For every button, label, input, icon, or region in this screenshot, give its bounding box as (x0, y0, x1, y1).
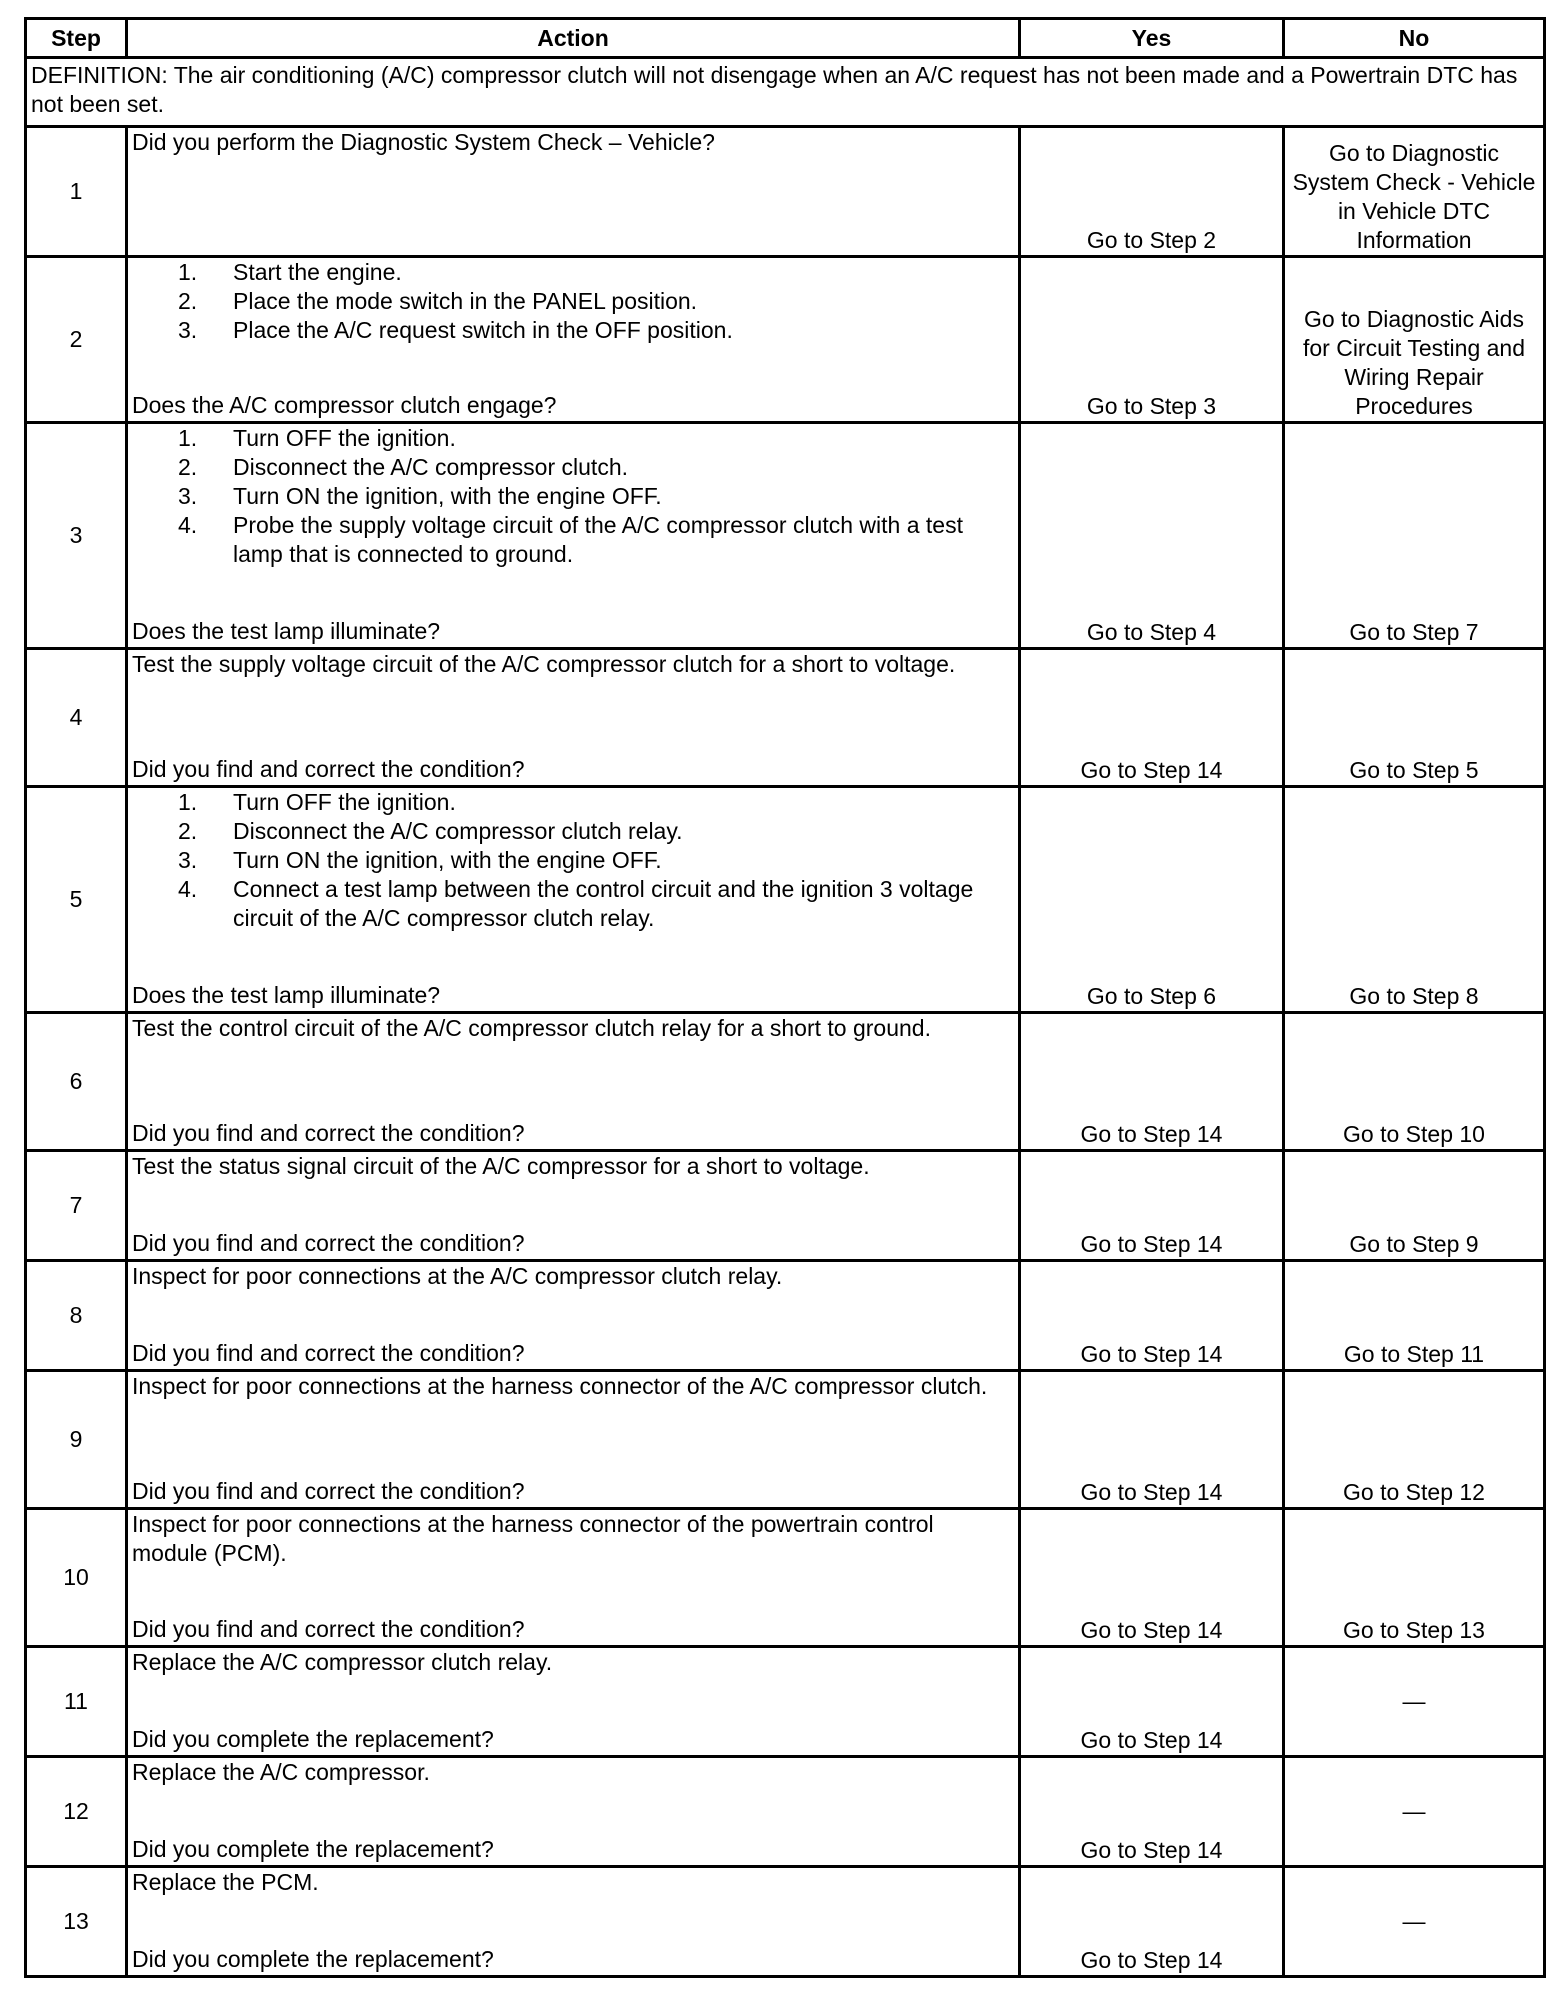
action-cell (127, 1151, 1020, 1261)
header-row (26, 19, 1545, 58)
action-top (132, 258, 1014, 345)
step-number: 12 (26, 1757, 127, 1867)
yes-result: Go to Step 3 (1020, 257, 1284, 423)
table-row (26, 1371, 1545, 1509)
yes-result: Go to Step 14 (1020, 1509, 1284, 1647)
step-number: 1 (26, 127, 127, 257)
no-result: Go to Step 13 (1284, 1509, 1545, 1647)
step-number: 10 (26, 1509, 127, 1647)
list-item-number: 2. (178, 288, 198, 314)
list-item (132, 424, 1014, 453)
table-row (26, 1261, 1545, 1371)
action-question: Did you find and correct the condition? (132, 1120, 525, 1146)
yes-result: Go to Step 14 (1020, 1013, 1284, 1151)
list-item-number: 3. (178, 317, 198, 343)
table-row (26, 1757, 1545, 1867)
action-top (132, 128, 1014, 157)
action-steps-list (132, 258, 1014, 345)
action-question: Does the test lamp illuminate? (132, 618, 441, 644)
no-result: Go to Step 10 (1284, 1013, 1545, 1151)
list-item (132, 316, 1014, 345)
action-cell (127, 649, 1020, 787)
no-result: Go to Diagnostic System Check - Vehicle in Vehicle DTC Information (1284, 127, 1545, 257)
action-steps-list (132, 788, 1014, 933)
definition-text: DEFINITION: The air conditioning (A/C) compressor clutch will not disengage when an A/C request has not been made and a Powertrain DTC has not been set. (26, 58, 1545, 127)
no-result: — (1284, 1757, 1545, 1867)
list-item (132, 258, 1014, 287)
action-question: Did you complete the replacement? (132, 1836, 494, 1862)
action-cell (127, 1867, 1020, 1977)
step-number: 9 (26, 1371, 127, 1509)
step-number: 2 (26, 257, 127, 423)
no-result: Go to Step 9 (1284, 1151, 1545, 1261)
action-question: Did you perform the Diagnostic System Check – Vehicle? (132, 129, 715, 155)
action-cell (127, 127, 1020, 257)
list-item-text: Place the A/C request switch in the OFF position. (233, 317, 733, 343)
step-number: 11 (26, 1647, 127, 1757)
list-item-number: 2. (178, 818, 198, 844)
list-item (132, 788, 1014, 817)
yes-result: Go to Step 6 (1020, 787, 1284, 1013)
yes-result: Go to Step 14 (1020, 1371, 1284, 1509)
list-item-number: 1. (178, 789, 198, 815)
yes-result: Go to Step 14 (1020, 1647, 1284, 1757)
action-question: Did you find and correct the condition? (132, 756, 525, 782)
action-cell (127, 1647, 1020, 1757)
action-question: Did you find and correct the condition? (132, 1616, 525, 1642)
list-item-text: Turn OFF the ignition. (233, 425, 456, 451)
step-number: 7 (26, 1151, 127, 1261)
diagnostic-table-document (24, 17, 1543, 1978)
definition-row (26, 58, 1545, 127)
action-top (132, 1152, 1014, 1181)
no-result: — (1284, 1867, 1545, 1977)
yes-result: Go to Step 4 (1020, 423, 1284, 649)
action-top (132, 1648, 1014, 1677)
action-instruction: Test the supply voltage circuit of the A/C compressor clutch for a short to voltage. (132, 651, 956, 677)
header-yes: Yes (1020, 19, 1284, 58)
table-row (26, 649, 1545, 787)
action-top (132, 1758, 1014, 1787)
action-question: Did you find and correct the condition? (132, 1478, 525, 1504)
step-number: 8 (26, 1261, 127, 1371)
action-instruction: Replace the PCM. (132, 1869, 319, 1895)
no-result: Go to Step 5 (1284, 649, 1545, 787)
action-question: Does the test lamp illuminate? (132, 982, 441, 1008)
step-number: 13 (26, 1867, 127, 1977)
list-item (132, 875, 1014, 933)
table-row (26, 127, 1545, 257)
step-number: 3 (26, 423, 127, 649)
list-item (132, 511, 1014, 569)
list-item-number: 3. (178, 847, 198, 873)
step-number: 5 (26, 787, 127, 1013)
list-item-text: Turn ON the ignition, with the engine OFF. (233, 483, 662, 509)
action-instruction: Inspect for poor connections at the harness connector of the powertrain control module (PCM). (132, 1511, 934, 1566)
list-item-text: Turn OFF the ignition. (233, 789, 456, 815)
action-top (132, 788, 1014, 933)
yes-result: Go to Step 14 (1020, 1867, 1284, 1977)
list-item-number: 3. (178, 483, 198, 509)
list-item-text: Disconnect the A/C compressor clutch. (233, 454, 628, 480)
list-item-number: 4. (178, 512, 198, 538)
table-row (26, 1867, 1545, 1977)
action-question: Did you find and correct the condition? (132, 1340, 525, 1366)
action-top (132, 650, 1014, 679)
header-no: No (1284, 19, 1545, 58)
no-result: — (1284, 1647, 1545, 1757)
list-item (132, 846, 1014, 875)
action-cell (127, 257, 1020, 423)
list-item-text: Disconnect the A/C compressor clutch relay. (233, 818, 683, 844)
list-item (132, 482, 1014, 511)
action-instruction: Inspect for poor connections at the harness connector of the A/C compressor clutch. (132, 1373, 988, 1399)
no-result: Go to Step 7 (1284, 423, 1545, 649)
list-item-text: Start the engine. (233, 259, 402, 285)
list-item-number: 1. (178, 425, 198, 451)
yes-result: Go to Step 2 (1020, 127, 1284, 257)
no-result: Go to Step 12 (1284, 1371, 1545, 1509)
step-number: 4 (26, 649, 127, 787)
step-number: 6 (26, 1013, 127, 1151)
header-step: Step (26, 19, 127, 58)
action-cell (127, 1261, 1020, 1371)
list-item-text: Probe the supply voltage circuit of the A/C compressor clutch with a test lamp that is connected to ground. (233, 512, 963, 567)
action-top (132, 1510, 1014, 1568)
list-item-text: Place the mode switch in the PANEL position. (233, 288, 698, 314)
action-instruction: Test the status signal circuit of the A/C compressor for a short to voltage. (132, 1153, 870, 1179)
action-question: Did you complete the replacement? (132, 1946, 494, 1972)
action-question: Does the A/C compressor clutch engage? (132, 392, 557, 418)
no-result: Go to Diagnostic Aids for Circuit Testing and Wiring Repair Procedures (1284, 257, 1545, 423)
no-result: Go to Step 11 (1284, 1261, 1545, 1371)
table-row (26, 1151, 1545, 1261)
list-item-number: 1. (178, 259, 198, 285)
table-row (26, 423, 1545, 649)
no-result: Go to Step 8 (1284, 787, 1545, 1013)
action-cell (127, 1757, 1020, 1867)
action-steps-list (132, 424, 1014, 569)
action-cell (127, 1013, 1020, 1151)
list-item-text: Turn ON the ignition, with the engine OFF. (233, 847, 662, 873)
table-row (26, 1509, 1545, 1647)
table-row (26, 257, 1545, 423)
action-instruction: Replace the A/C compressor. (132, 1759, 430, 1785)
table-row (26, 787, 1545, 1013)
action-top (132, 424, 1014, 569)
action-top (132, 1262, 1014, 1291)
action-cell (127, 1371, 1020, 1509)
action-question: Did you complete the replacement? (132, 1726, 494, 1752)
action-instruction: Test the control circuit of the A/C compressor clutch relay for a short to ground. (132, 1015, 931, 1041)
yes-result: Go to Step 14 (1020, 1757, 1284, 1867)
yes-result: Go to Step 14 (1020, 649, 1284, 787)
list-item (132, 287, 1014, 316)
yes-result: Go to Step 14 (1020, 1261, 1284, 1371)
list-item-text: Connect a test lamp between the control circuit and the ignition 3 voltage circuit of the A/C compressor clutch relay. (233, 876, 974, 931)
list-item-number: 4. (178, 876, 198, 902)
diagnostic-table (24, 17, 1546, 1978)
list-item (132, 453, 1014, 482)
yes-result: Go to Step 14 (1020, 1151, 1284, 1261)
table-row (26, 1647, 1545, 1757)
action-cell (127, 1509, 1020, 1647)
header-action: Action (127, 19, 1020, 58)
action-question: Did you find and correct the condition? (132, 1230, 525, 1256)
action-instruction: Inspect for poor connections at the A/C compressor clutch relay. (132, 1263, 783, 1289)
action-top (132, 1014, 1014, 1043)
list-item-number: 2. (178, 454, 198, 480)
action-top (132, 1372, 1014, 1401)
list-item (132, 817, 1014, 846)
action-cell (127, 423, 1020, 649)
action-top (132, 1868, 1014, 1897)
table-row (26, 1013, 1545, 1151)
action-instruction: Replace the A/C compressor clutch relay. (132, 1649, 553, 1675)
action-cell (127, 787, 1020, 1013)
